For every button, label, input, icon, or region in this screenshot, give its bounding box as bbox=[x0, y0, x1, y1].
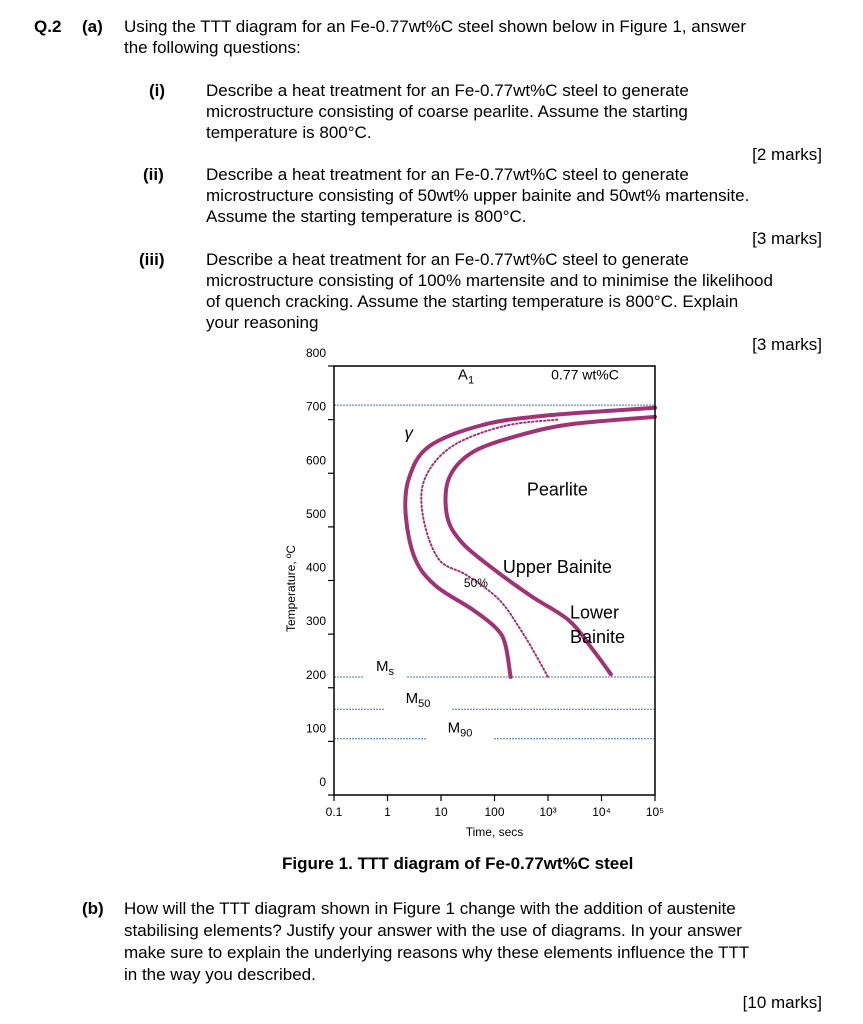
figure-caption: Figure 1. TTT diagram of Fe-0.77wt%C steel bbox=[282, 854, 634, 873]
y-tick-label: 500 bbox=[305, 506, 326, 521]
axes bbox=[328, 366, 655, 801]
question-number: Q.2 bbox=[34, 17, 62, 36]
m50-label: $M_{50}$ bbox=[405, 690, 431, 711]
curve-50pct bbox=[421, 420, 557, 677]
part-b-line-2: stabilising elements? Justify your answer with the use of diagrams. In your answer bbox=[124, 921, 742, 940]
intro-line-1: Using the TTT diagram for an Fe-0.77wt%C steel shown below in Figure 1, answer bbox=[124, 17, 747, 36]
intro-line-2: the following questions: bbox=[124, 38, 301, 57]
pearlite-label: Pearlite bbox=[526, 479, 588, 500]
ms-label: $M_s$ bbox=[376, 658, 394, 679]
y-tick-label: 200 bbox=[305, 667, 326, 682]
x-tick-label: 10³ bbox=[539, 805, 557, 819]
lower-bainite-label-2: Bainite bbox=[570, 626, 626, 647]
upper-bainite-label: Upper Bainite bbox=[502, 557, 612, 578]
item-ii-marks: [3 marks] bbox=[752, 229, 822, 248]
part-b-marks: [10 marks] bbox=[742, 993, 822, 1012]
plot-frame bbox=[334, 366, 655, 795]
composition-label: 0.77 wt%C bbox=[551, 366, 619, 383]
item-i-line-2: microstructure consisting of coarse pearlite. Assume the starting bbox=[206, 102, 688, 121]
part-b-line-4: in the way you described. bbox=[124, 965, 316, 984]
item-iii-marks: [3 marks] bbox=[752, 335, 822, 354]
item-ii-line-2: microstructure consisting of 50wt% upper bainite and 50wt% martensite. bbox=[206, 186, 750, 205]
item-ii-line-3: Assume the starting temperature is 800°C. bbox=[206, 207, 527, 226]
m90-label: $M_{90}$ bbox=[447, 719, 473, 740]
x-axis-title: Time, secs bbox=[465, 825, 524, 839]
part-a-label: (a) bbox=[82, 17, 103, 36]
y-tick-label: 0 bbox=[319, 775, 326, 789]
a1-label: $A_1$ bbox=[457, 366, 475, 387]
x-tick-label: 10 bbox=[434, 805, 448, 819]
lower-bainite-label-1: Lower bbox=[570, 602, 620, 623]
y-tick-label: 100 bbox=[305, 721, 326, 736]
part-b-line-1: How will the TTT diagram shown in Figure 1 change with the addition of austenite bbox=[124, 899, 736, 918]
x-tick-label: 0.1 bbox=[325, 805, 343, 819]
y-tick-label: 600 bbox=[305, 453, 326, 468]
ttt-diagram bbox=[0, 346, 863, 845]
part-b-label: (b) bbox=[82, 899, 104, 918]
y-tick-label: 400 bbox=[305, 560, 326, 575]
y-axis-title: Temperature, ºC bbox=[284, 544, 298, 633]
x-tick-label: 100 bbox=[484, 805, 505, 819]
item-ii-label: (ii) bbox=[143, 165, 164, 184]
item-i-label: (i) bbox=[149, 81, 166, 100]
item-iii-line-4: your reasoning bbox=[206, 313, 319, 332]
item-i-line-3: temperature is 800°C. bbox=[206, 123, 372, 142]
part-b-line-3: make sure to explain the underlying reasons why these elements influence the TTT bbox=[124, 943, 750, 962]
item-i-marks: [2 marks] bbox=[752, 145, 822, 164]
x-tick-label: 1 bbox=[384, 805, 391, 819]
x-tick-label: 10⁵ bbox=[645, 805, 665, 819]
item-iii-line-2: microstructure consisting of 100% martensite and to minimise the likelihood bbox=[206, 271, 773, 290]
item-iii-label: (iii) bbox=[139, 250, 165, 269]
gamma-label: γ bbox=[404, 423, 414, 443]
item-ii-line-1: Describe a heat treatment for an Fe-0.77wt%C steel to generate bbox=[206, 165, 689, 184]
y-tick-label: 800 bbox=[305, 346, 326, 360]
item-i-line-1: Describe a heat treatment for an Fe-0.77wt%C steel to generate bbox=[206, 81, 689, 100]
y-tick-label: 300 bbox=[305, 614, 326, 629]
fifty-percent-label: 50% bbox=[463, 576, 488, 591]
y-tick-label: 700 bbox=[305, 399, 326, 414]
item-iii-line-1: Describe a heat treatment for an Fe-0.77wt%C steel to generate bbox=[206, 250, 689, 269]
item-iii-line-3: of quench cracking. Assume the starting temperature is 800°C. Explain bbox=[206, 292, 739, 311]
x-tick-label: 10⁴ bbox=[592, 805, 611, 819]
